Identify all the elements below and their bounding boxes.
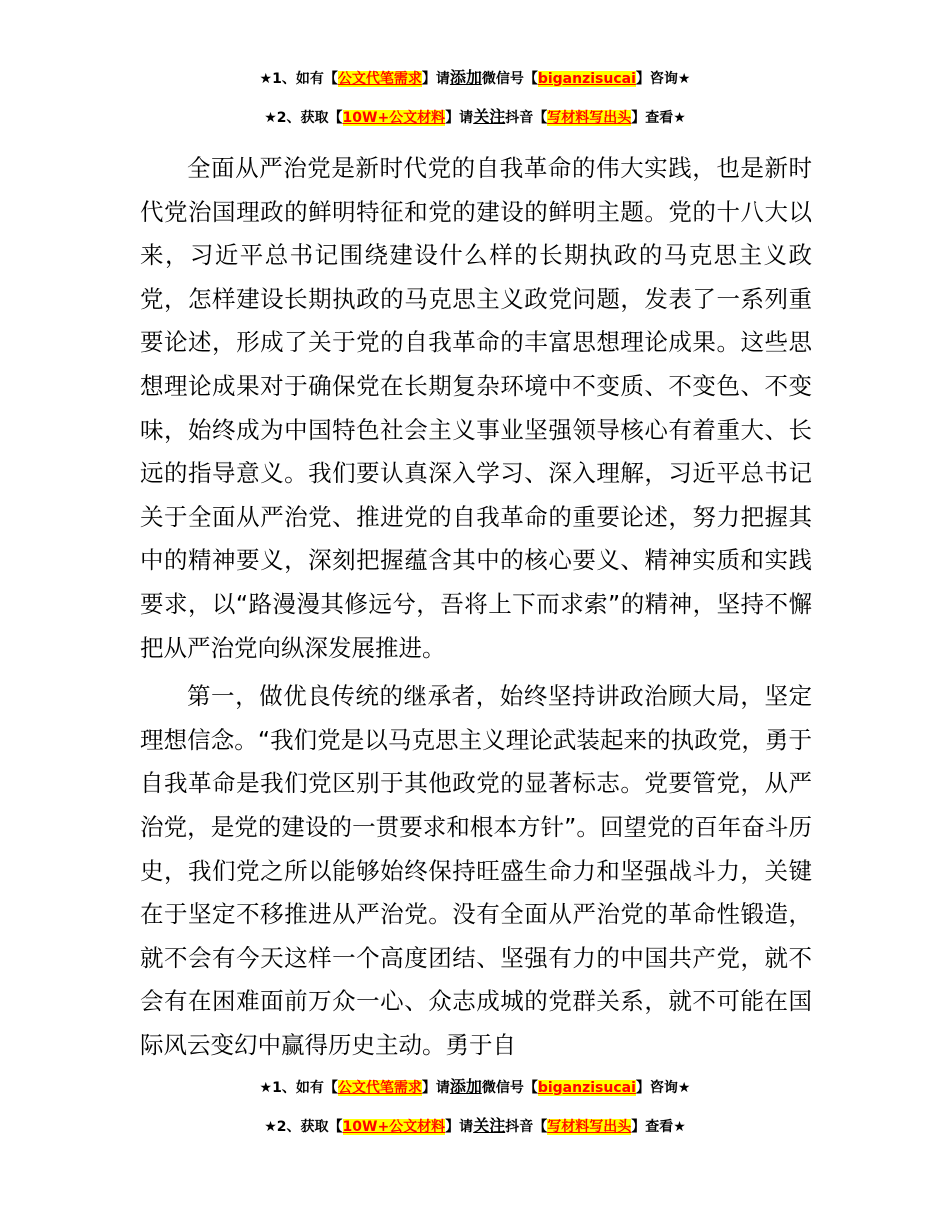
highlight-ghostwriting: 公文代笔需求: [337, 71, 422, 87]
banner-text: 】查看★: [631, 110, 686, 126]
banner-text: 抖音【: [505, 1119, 548, 1135]
banner-text: 微信号【: [481, 71, 538, 87]
banner-text: 】请: [445, 1119, 474, 1135]
banner-text: 】查看★: [631, 1119, 686, 1135]
banner-text: 微信号【: [481, 1080, 538, 1096]
banner-text: 】请: [445, 110, 474, 126]
paragraph-first-point: 第一，做优良传统的继承者，始终坚持讲政治顾大局，坚定理想信念。“我们党是以马克思主义理论武装起来的执政党，勇于自我革命是我们党区别于其他政党的显著标志。党要管党，从严治党，是党的建设的一贯要求和根本方针”。回望党的百年奋斗历史，我们党之所以能够始终保持旺盛生命力和坚强战斗力，关键在于坚定不移推进从严治党。没有全面从严治党的革命性锻造，就不会有今天这样一个高度团结、坚强有力的中国共产党，就不会有在困难面前万众一心、众志成城的党群关系，就不可能在国际风云变幻中赢得历史主动。勇于自: [140, 682, 812, 1059]
top-banner-line-2: [0, 106, 950, 129]
douyin-id: 写材料写出头: [547, 110, 632, 126]
bottom-banner-line-2: [0, 1115, 950, 1138]
banner-text: ★1、如有【: [259, 1080, 338, 1096]
emphasis-follow: 关注: [473, 1116, 506, 1135]
emphasis-follow: 关注: [473, 107, 506, 126]
banner-text: ★1、如有【: [259, 71, 338, 87]
top-banner-line-1: [0, 67, 950, 90]
wechat-id: biganzisucai: [537, 71, 636, 87]
banner-text: 】咨询★: [635, 71, 691, 87]
douyin-id: 写材料写出头: [547, 1119, 632, 1135]
highlight-ghostwriting: 公文代笔需求: [337, 1080, 422, 1096]
banner-text: 】请: [421, 71, 450, 87]
emphasis-add: 添加: [449, 1077, 482, 1096]
wechat-id: biganzisucai: [537, 1080, 636, 1096]
document-body: [140, 147, 812, 1067]
banner-text: 】请: [421, 1080, 450, 1096]
paragraph-intro: 全面从严治党是新时代党的自我革命的伟大实践，也是新时代党治国理政的鲜明特征和党的建设的鲜明主题。党的十八大以来，习近平总书记围绕建设什么样的长期执政的马克思主义政党，怎样建设长期执政的马克思主义政党问题，发表了一系列重要论述，形成了关于党的自我革命的丰富思想理论成果。这些思想理论成果对于确保党在长期复杂环境中不变质、不变色、不变味，始终成为中国特色社会主义事业坚强领导核心有着重大、长远的指导意义。我们要认真深入学习、深入理解，习近平总书记关于全面从严治党、推进党的自我革命的重要论述，努力把握其中的精神要义，深刻把握蕴含其中的核心要义、精神实质和实践要求，以“路漫漫其修远兮，吾将上下而求索”的精神，坚持不懈把从严治党向纵深发展推进。: [140, 154, 812, 662]
banner-text: 抖音【: [505, 110, 548, 126]
banner-text: ★2、获取【: [264, 110, 343, 126]
banner-text: 】咨询★: [635, 1080, 691, 1096]
bottom-banner-line-1: [0, 1076, 950, 1099]
highlight-materials: 10W+公文材料: [342, 1119, 446, 1135]
highlight-materials: 10W+公文材料: [342, 110, 446, 126]
banner-text: ★2、获取【: [264, 1119, 343, 1135]
emphasis-add: 添加: [449, 68, 482, 87]
